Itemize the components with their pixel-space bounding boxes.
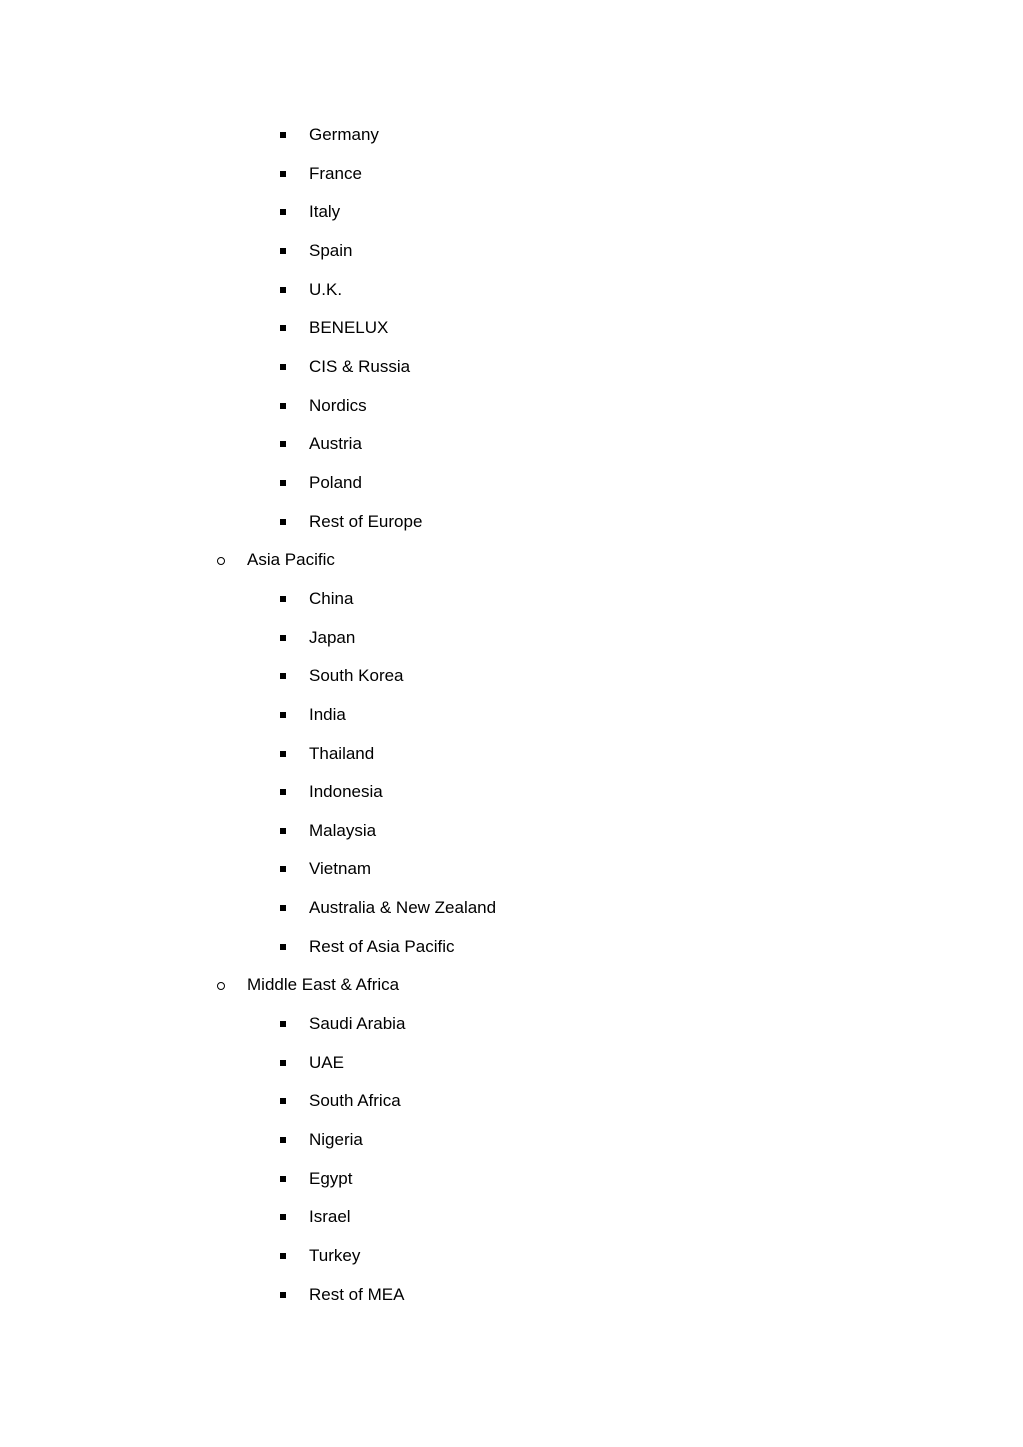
region-heading-item	[0, 541, 1023, 580]
country-label: Australia & New Zealand	[309, 898, 497, 918]
square-bullet-icon	[280, 635, 286, 641]
square-bullet-icon	[280, 209, 286, 215]
square-bullet-icon	[280, 866, 286, 872]
square-bullet-icon	[280, 596, 286, 602]
region-heading-label: Asia Pacific	[247, 550, 335, 570]
square-bullet-icon	[280, 1292, 286, 1298]
country-label: Thailand	[309, 743, 375, 763]
country-label: Egypt	[309, 1168, 353, 1188]
region-list	[0, 116, 1023, 1314]
square-bullet-icon	[280, 1214, 286, 1220]
country-list-item	[0, 1044, 1023, 1083]
square-bullet-icon	[280, 673, 286, 679]
square-bullet-icon	[280, 364, 286, 370]
country-list-item	[0, 580, 1023, 619]
hollow-circle-bullet-icon	[217, 557, 225, 565]
square-bullet-icon	[280, 519, 286, 525]
country-list-item	[0, 1005, 1023, 1044]
square-bullet-icon	[280, 944, 286, 950]
square-bullet-icon	[280, 712, 286, 718]
square-bullet-icon	[280, 403, 286, 409]
country-label: Poland	[309, 472, 362, 492]
square-bullet-icon	[280, 1021, 286, 1027]
country-list-item	[0, 619, 1023, 658]
country-list-item	[0, 735, 1023, 774]
country-list-item	[0, 271, 1023, 310]
country-label: Rest of Asia Pacific	[309, 936, 455, 956]
country-label: Nigeria	[309, 1130, 363, 1150]
square-bullet-icon	[280, 1098, 286, 1104]
country-list-item	[0, 1160, 1023, 1199]
country-label: Nordics	[309, 395, 367, 415]
square-bullet-icon	[280, 325, 286, 331]
country-label: CIS & Russia	[309, 356, 411, 376]
country-label: Rest of Europe	[309, 511, 423, 531]
country-list-item	[0, 812, 1023, 851]
country-list-item	[0, 387, 1023, 426]
country-label: UAE	[309, 1052, 344, 1072]
country-list-item	[0, 1276, 1023, 1315]
country-label: Saudi Arabia	[309, 1014, 406, 1034]
country-list-item	[0, 503, 1023, 542]
country-label: Vietnam	[309, 859, 372, 879]
country-list-item	[0, 155, 1023, 194]
country-list-item	[0, 1198, 1023, 1237]
country-list-item	[0, 773, 1023, 812]
square-bullet-icon	[280, 248, 286, 254]
country-list-item	[0, 232, 1023, 271]
country-list-item	[0, 1237, 1023, 1276]
country-list-item	[0, 309, 1023, 348]
country-label: BENELUX	[309, 318, 389, 338]
square-bullet-icon	[280, 751, 286, 757]
country-list-item	[0, 1082, 1023, 1121]
country-list-item	[0, 348, 1023, 387]
country-label: South Korea	[309, 666, 404, 686]
country-label: Austria	[309, 434, 362, 454]
country-label: Rest of MEA	[309, 1284, 405, 1304]
square-bullet-icon	[280, 1137, 286, 1143]
square-bullet-icon	[280, 171, 286, 177]
square-bullet-icon	[280, 1060, 286, 1066]
square-bullet-icon	[280, 905, 286, 911]
country-label: Turkey	[309, 1246, 361, 1266]
country-label: India	[309, 704, 346, 724]
country-list-item	[0, 850, 1023, 889]
hollow-circle-bullet-icon	[217, 982, 225, 990]
country-list-item	[0, 657, 1023, 696]
country-label: China	[309, 588, 354, 608]
country-list-item	[0, 425, 1023, 464]
country-label: France	[309, 163, 362, 183]
country-label: Israel	[309, 1207, 351, 1227]
square-bullet-icon	[280, 441, 286, 447]
country-list-item	[0, 1121, 1023, 1160]
country-label: Spain	[309, 240, 353, 260]
country-label: Japan	[309, 627, 356, 647]
square-bullet-icon	[280, 480, 286, 486]
country-label: U.K.	[309, 279, 343, 299]
square-bullet-icon	[280, 789, 286, 795]
square-bullet-icon	[280, 1176, 286, 1182]
region-heading-item	[0, 966, 1023, 1005]
region-heading-label: Middle East & Africa	[247, 975, 400, 995]
country-label: Malaysia	[309, 820, 377, 840]
country-list-item	[0, 889, 1023, 928]
country-label: South Africa	[309, 1091, 401, 1111]
square-bullet-icon	[280, 828, 286, 834]
country-list-item	[0, 928, 1023, 967]
country-list-item	[0, 696, 1023, 735]
square-bullet-icon	[280, 287, 286, 293]
country-list-item	[0, 193, 1023, 232]
country-list-item	[0, 116, 1023, 155]
country-label: Indonesia	[309, 782, 383, 802]
country-label: Italy	[309, 202, 341, 222]
country-list-item	[0, 464, 1023, 503]
country-label: Germany	[309, 125, 379, 144]
square-bullet-icon	[280, 1253, 286, 1259]
square-bullet-icon	[280, 132, 286, 138]
